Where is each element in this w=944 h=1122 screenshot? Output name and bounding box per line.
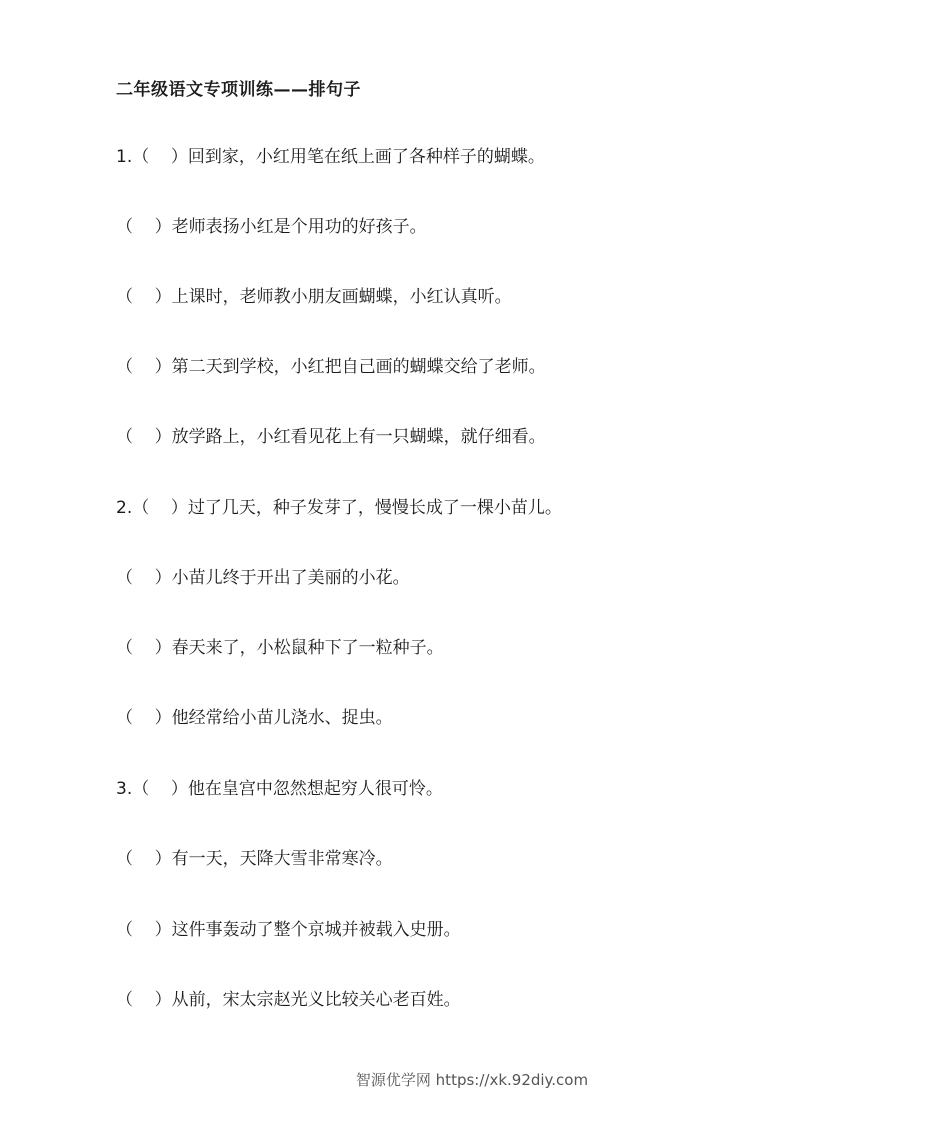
footer-watermark: 智源优学网 https://xk.92diy.com bbox=[355, 1071, 589, 1089]
sentence-line: （ ）放学路上，小红看见花上有一只蝴蝶，就仔细看。 bbox=[116, 427, 546, 447]
sentence-line: （ ）上课时，老师教小朋友画蝴蝶，小红认真听。 bbox=[116, 287, 512, 307]
sentence-line: （ ）有一天，天降大雪非常寒冷。 bbox=[116, 849, 393, 869]
sentence-line: （ ）他经常给小苗儿浇水、捉虫。 bbox=[116, 708, 393, 728]
sentence-line: 2.（ ）过了几天，种子发芽了，慢慢长成了一棵小苗儿。 bbox=[116, 498, 562, 518]
sentence-line: （ ）小苗儿终于开出了美丽的小花。 bbox=[116, 568, 410, 588]
document-title: 二年级语文专项训练——排句子 bbox=[116, 80, 361, 100]
sentence-line: （ ）春天来了，小松鼠种下了一粒种子。 bbox=[116, 638, 444, 658]
sentence-line: （ ）这件事轰动了整个京城并被载入史册。 bbox=[116, 920, 461, 940]
sentence-line: （ ）从前，宋太宗赵光义比较关心老百姓。 bbox=[116, 990, 461, 1010]
sentence-line: （ ）第二天到学校，小红把自己画的蝴蝶交给了老师。 bbox=[116, 357, 546, 377]
sentence-line: 1.（ ）回到家，小红用笔在纸上画了各种样子的蝴蝶。 bbox=[116, 147, 545, 167]
sentence-line: （ ）老师表扬小红是个用功的好孩子。 bbox=[116, 217, 427, 237]
sentence-line: 3.（ ）他在皇宫中忽然想起穷人很可怜。 bbox=[116, 779, 443, 799]
